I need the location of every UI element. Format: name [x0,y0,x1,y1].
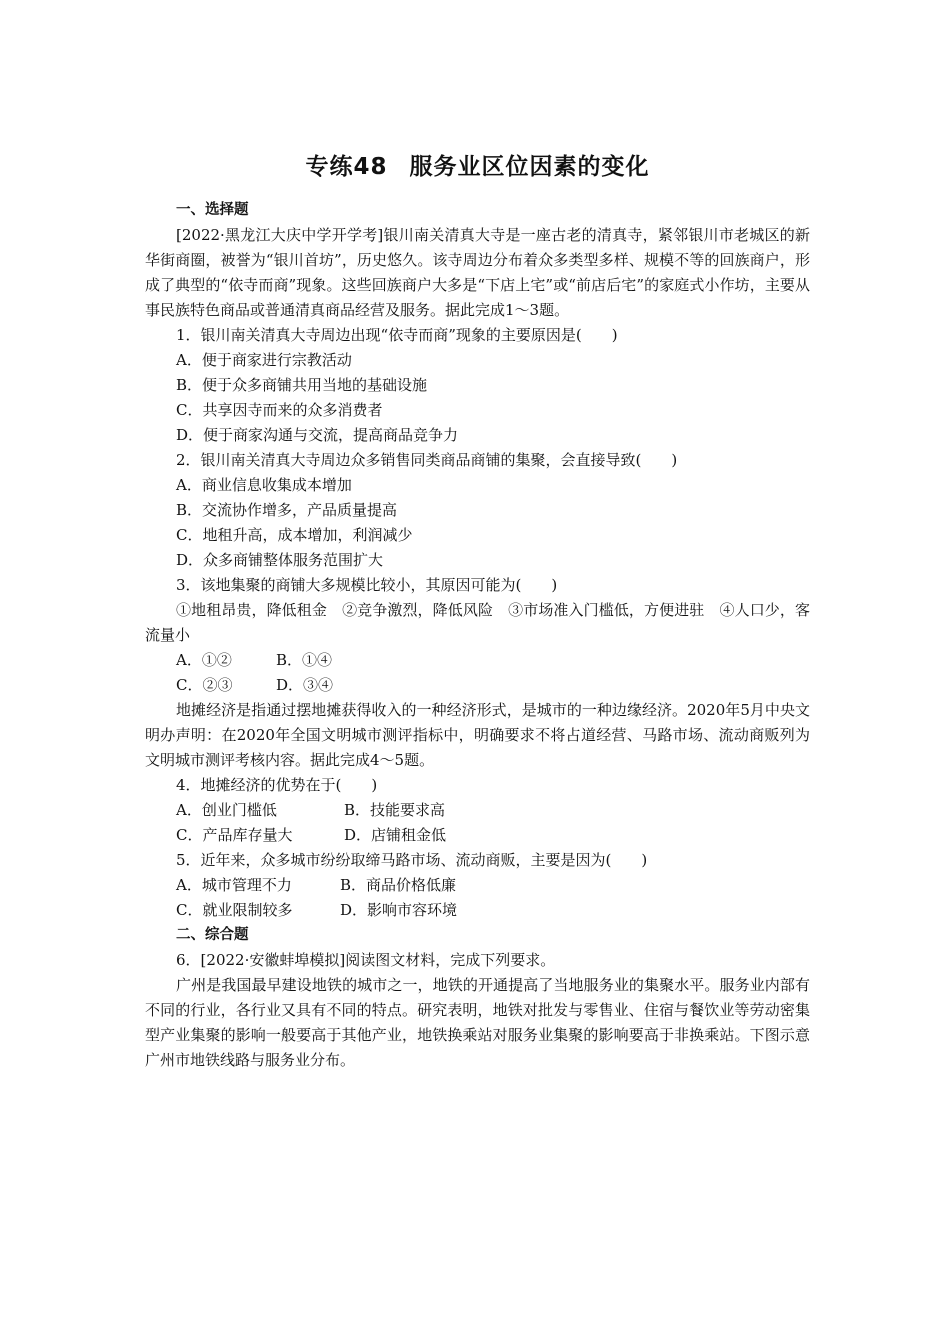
question-2-option-a: A．商业信息收集成本增加 [176,476,352,494]
question-4-options-row-2 [145,823,810,848]
question-5-option-a: A．城市管理不力 [176,876,292,894]
question-3-option-b: B．①④ [276,651,333,669]
title-number: 专练48 [305,154,388,180]
question-5-option-b: B．商品价格低廉 [340,876,457,894]
page-title [145,150,810,184]
question-5-stem: 5．近年来，众多城市纷纷取缔马路市场、流动商贩，主要是因为( ) [176,851,648,869]
question-1-stem: 1．银川南关清真大寺周边出现“依寺而商”现象的主要原因是( ) [176,326,618,344]
title-text: 服务业区位因素的变化 [409,154,650,180]
question-3-stem: 3．该地集聚的商铺大多规模比较小，其原因可能为( ) [176,576,558,594]
question-1-option-d: D．便于商家沟通与交流，提高商品竞争力 [176,426,459,444]
question-2-stem: 2．银川南关清真大寺周边众多销售同类商品商铺的集聚，会直接导致( ) [176,451,678,469]
question-2-option-d: D．众多商铺整体服务范围扩大 [176,551,384,569]
section-heading-comprehensive: 二、综合题 [176,927,249,943]
passage-mosque: [2022·黑龙江大庆中学开学考]银川南关清真大寺是一座古老的清真寺，紧邻银川市老城区的新华街商圈，被誉为“银川首坊”，历史悠久。该寺周边分布着众多类型多样、规模不等的回族商户，形成了典型的“依寺而商”现象。这些回族商户大多是“下店上宅”或“前店后宅”的家庭式小作坊，主要从事民族特色商品或普通清真商品经营及服务。据此完成1～3题。 [145,226,810,319]
question-1-option-a: A．便于商家进行宗教活动 [176,351,352,369]
question-4-stem: 4．地摊经济的优势在于( ) [176,776,378,794]
question-3-options-row-2 [145,673,810,698]
question-3-options-row-1 [145,648,810,673]
question-6-intro: 6．[2022·安徽蚌埠模拟]阅读图文材料，完成下列要求。 [176,951,556,969]
question-3-option-d: D．③④ [276,676,334,694]
question-5-option-c: C．就业限制较多 [176,901,293,919]
question-5-option-d: D．影响市容环境 [340,901,458,919]
question-4-option-c: C．产品库存量大 [176,826,293,844]
question-3-option-a: A．①② [176,651,232,669]
question-4-option-a: A．创业门槛低 [176,801,277,819]
question-4-option-b: B．技能要求高 [344,801,446,819]
question-3-statements: ①地租昂贵，降低租金 ②竞争激烈，降低风险 ③市场准入门槛低，方便进驻 ④人口少，客流量小 [145,601,810,644]
question-5-options-row-2 [145,898,810,923]
passage-street-stall: 地摊经济是指通过摆地摊获得收入的一种经济形式，是城市的一种边缘经济。2020年5月中央文明办声明：在2020年全国文明城市测评指标中，明确要求不将占道经营、马路市场、流动商贩列为文明城市测评考核内容。据此完成4～5题。 [145,701,810,769]
section-heading-choice: 一、选择题 [176,202,249,218]
question-1-option-c: C．共享因寺而来的众多消费者 [176,401,383,419]
question-1-option-b: B．便于众多商铺共用当地的基础设施 [176,376,428,394]
question-2-option-c: C．地租升高，成本增加，利润减少 [176,526,413,544]
question-4-options-row-1 [145,798,810,823]
question-5-options-row-1 [145,873,810,898]
document-page [145,150,810,1073]
question-3-option-c: C．②③ [176,676,233,694]
passage-guangzhou-metro: 广州是我国最早建设地铁的城市之一，地铁的开通提高了当地服务业的集聚水平。服务业内部有不同的行业，各行业又具有不同的特点。研究表明，地铁对批发与零售业、住宿与餐饮业等劳动密集型产业集聚的影响一般要高于其他产业，地铁换乘站对服务业集聚的影响要高于非换乘站。下图示意广州市地铁线路与服务业分布。 [145,976,810,1069]
question-4-option-d: D．店铺租金低 [344,826,447,844]
question-2-option-b: B．交流协作增多，产品质量提高 [176,501,398,519]
